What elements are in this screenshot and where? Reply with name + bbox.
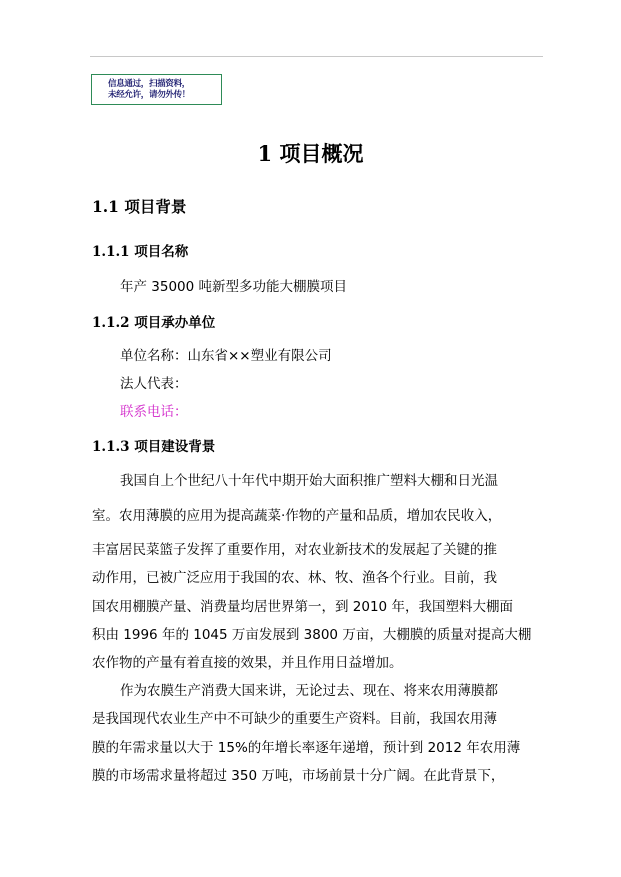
paragraph-line: 丰富居民菜篮子发挥了重要作用，对农业新技术的发展起了关键的推 [92, 542, 497, 558]
paragraph-line: 是我国现代农业生产中不可缺少的重要生产资料。目前，我国农用薄 [92, 711, 497, 727]
contact-phone-text: 联系电话： [120, 404, 188, 420]
paragraph-line: 积由 1996 年的 1045 万亩发展到 3800 万亩，大棚膜的质量对提高大棚 [92, 627, 532, 643]
paragraph-line: 作为农膜生产消费大国来讲，无论过去、现在、将来农用薄膜都 [120, 683, 498, 699]
project-name-text: 年产 35000 吨新型多功能大棚膜项目 [120, 279, 348, 295]
legal-rep-text: 法人代表： [120, 376, 188, 392]
subsection-heading-project-name: 1.1.1 项目名称 [92, 244, 189, 260]
subsection-heading-background: 1.1.3 项目建设背景 [92, 439, 216, 455]
unit-name-text: 单位名称：山东省××塑业有限公司 [120, 348, 332, 364]
stamp-line-1: 信息通过，扫描资料， [108, 79, 191, 89]
section-heading: 1.1 项目背景 [92, 197, 187, 216]
paragraph-line: 膜的市场需求量将超过 350 万吨，市场前景十分广阔。在此背景下， [92, 768, 505, 784]
paragraph-line: 我国自上个世纪八十年代中期开始大面积推广塑料大棚和日光温 [120, 473, 498, 489]
paragraph-line: 动作用，已被广泛应用于我国的农、林、牧、渔各个行业。目前，我 [92, 570, 497, 586]
paragraph-line: 室。农用薄膜的应用为提高蔬菜·作物的产量和品质，增加农民收入， [92, 508, 502, 524]
paragraph-line: 农作物的产量有着直接的效果，并且作用日益增加。 [92, 655, 403, 671]
watermark-stamp [91, 74, 222, 105]
paragraph-line: 国农用棚膜产量、消费量均居世界第一，到 2010 年，我国塑料大棚面 [92, 599, 513, 615]
chapter-title: 1 项目概况 [257, 141, 364, 166]
header-rule [90, 56, 543, 57]
stamp-line-2: 未经允许，请勿外传！ [108, 90, 191, 100]
paragraph-line: 膜的年需求量以大于 15%的年增长率逐年递增，预计到 2012 年农用薄 [92, 740, 521, 756]
subsection-heading-organizer: 1.1.2 项目承办单位 [92, 315, 216, 331]
